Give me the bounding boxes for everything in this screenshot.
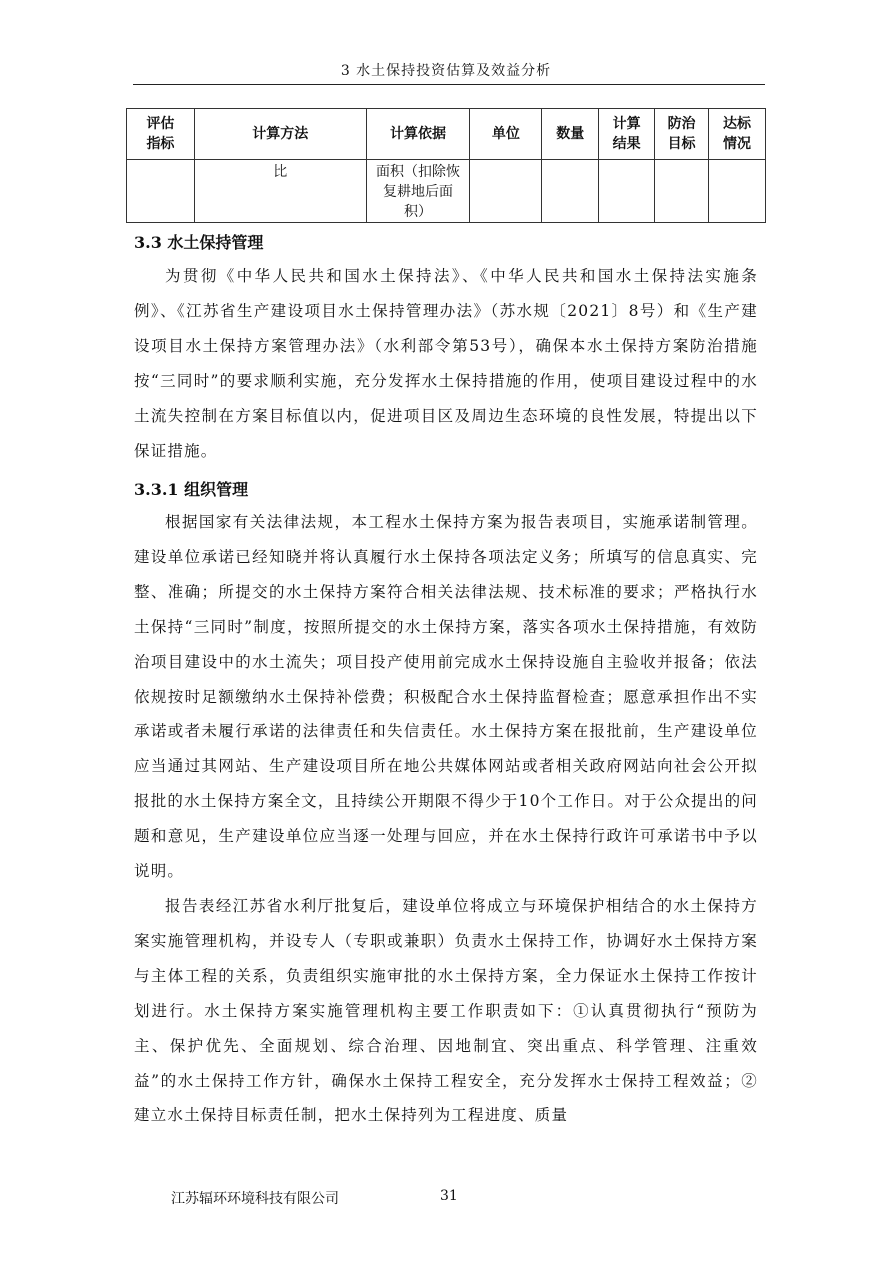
header-cell: 计算 结果	[599, 109, 655, 160]
section-heading-3-3: 3.3 水土保持管理	[134, 233, 264, 252]
header-cell: 计算方法	[194, 109, 366, 160]
evaluation-table	[126, 108, 766, 223]
header-cell: 达标 情况	[709, 109, 766, 160]
table-cell: 比	[194, 160, 366, 223]
table-header-row	[127, 109, 766, 160]
header-cell: 计算依据	[366, 109, 470, 160]
table-cell	[542, 160, 599, 223]
table-row	[127, 160, 766, 223]
table-cell	[599, 160, 655, 223]
page-number: 31	[440, 1188, 458, 1204]
header-cell: 评估 指标	[127, 109, 195, 160]
table-cell	[470, 160, 542, 223]
paragraph-intro: 为贯彻《中华人民共和国水土保持法》、《中华人民共和国水土保持法实施条例》、《江苏省生产建设项目水土保持管理办法》（苏水规〔2021〕8号）和《生产建设项目水土保持方案管理办法》（水利部令第53号），确保本水土保持方案防治措施按“三同时”的要求顺利实施，充分发挥水土保持措施的作用，使项目建设过程中的水土流失控制在方案目标值以内，促进项目区及周边生态环境的良性发展，特提出以下保证措施。	[134, 267, 758, 460]
header-cell: 数量	[542, 109, 599, 160]
paragraph-management-body: 报告表经江苏省水利厅批复后，建设单位将成立与环境保护相结合的水土保持方案实施管理机构，并设专人（专职或兼职）负责水土保持工作，协调好水土保持方案与主体工程的关系，负责组织实施审批的水土保持方案，全力保证水土保持工作按计划进行。水土保持方案实施管理机构主要工作职责如下：①认真贯彻执行“预防为主、保护优先、全面规划、综合治理、因地制宜、突出重点、科学管理、注重效益”的水土保持工作方针，确保水土保持工程安全，充分发挥水士保持工程效益；②建立水土保持目标责任制，把水土保持列为工程进度、质量	[134, 897, 758, 1125]
header-cell: 防治 目标	[655, 109, 709, 160]
header-divider	[133, 84, 765, 85]
footer-company: 江苏辐环环境科技有限公司	[171, 1191, 339, 1207]
chapter-header: 3 水土保持投资估算及效益分析	[340, 63, 552, 79]
table-cell: 面积（扣除恢 复耕地后面 积）	[366, 160, 470, 223]
table-cell	[655, 160, 709, 223]
header-cell: 单位	[470, 109, 542, 160]
paragraph-organization: 根据国家有关法律法规，本工程水土保持方案为报告表项目，实施承诺制管理。建设单位承诺已经知晓并将认真履行水土保持各项法定义务；所填写的信息真实、完整、准确；所提交的水土保持方案符合相关法律法规、技术标准的要求；严格执行水土保持“三同时”制度，按照所提交的水土保持方案，落实各项水土保持措施，有效防治项目建设中的水土流失；项目投产使用前完成水土保持设施自主验收并报备；依法依规按时足额缴纳水土保持补偿费；积极配合水土保持监督检查；愿意承担作出不实承诺或者未履行承诺的法律责任和失信责任。水土保持方案在报批前，生产建设单位应当通过其网站、生产建设项目所在地公共媒体网站或者相关政府网站向社会公开拟报批的水土保持方案全文，且持续公开期限不得少于10个工作日。对于公众提出的问题和意见，生产建设单位应当逐一处理与回应，并在水土保持行政许可承诺书中予以说明。	[134, 513, 758, 881]
section-heading-3-3-1: 3.3.1 组织管理	[134, 480, 249, 499]
table-cell	[127, 160, 195, 223]
table-cell	[709, 160, 766, 223]
